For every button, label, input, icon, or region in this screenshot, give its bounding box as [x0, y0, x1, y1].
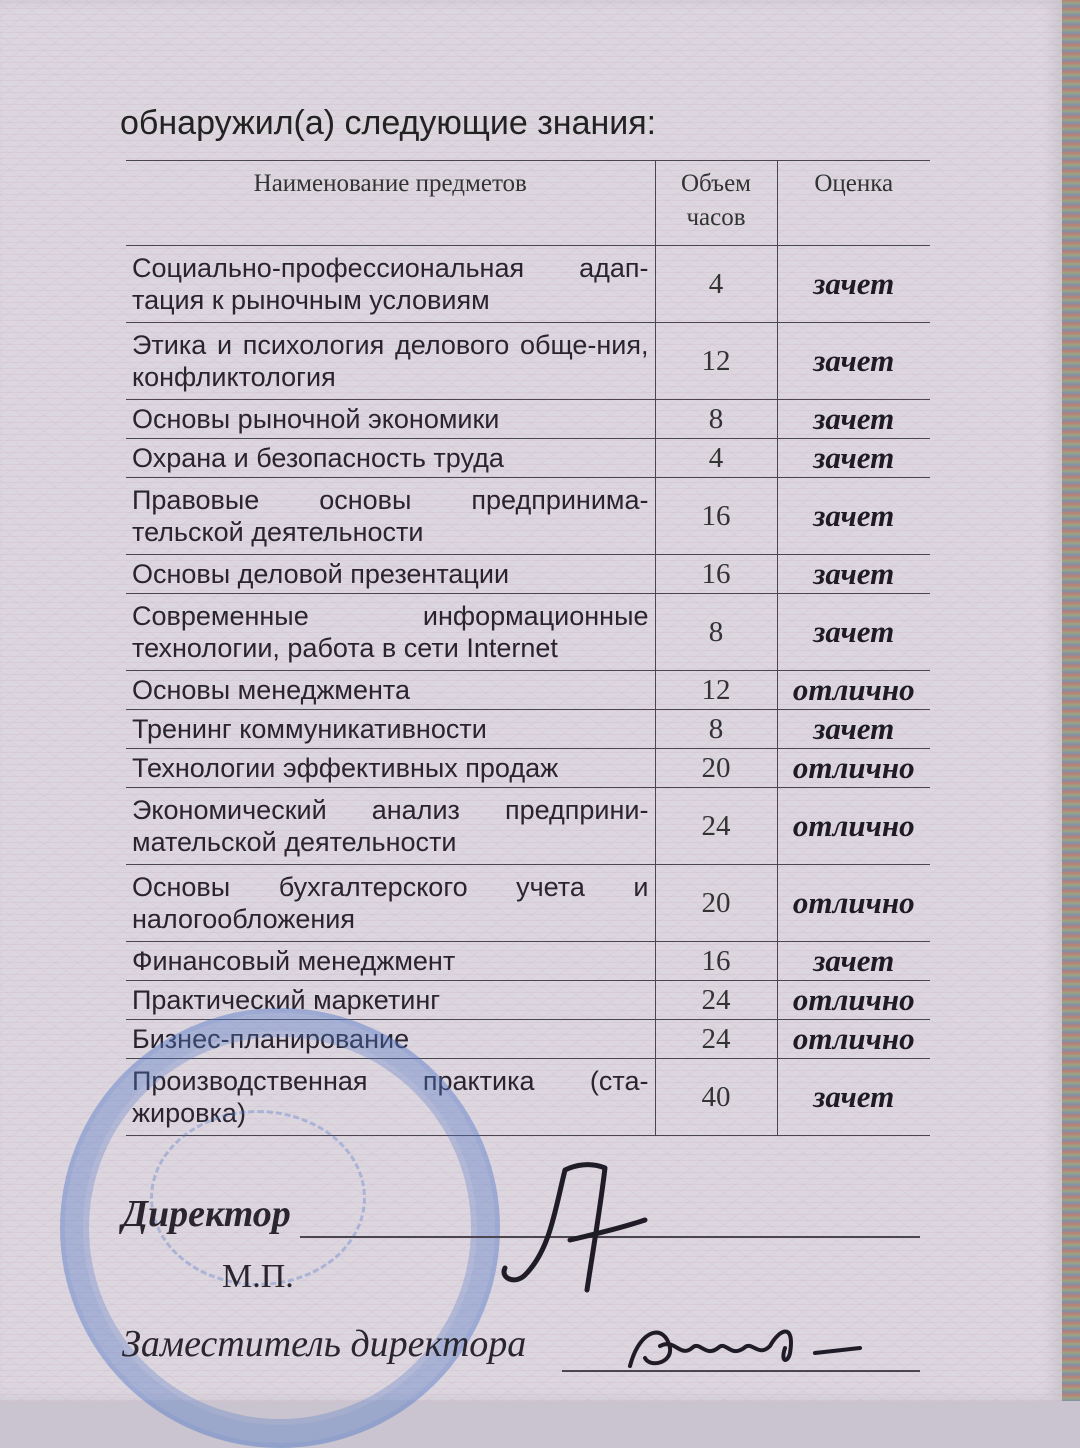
grade-cell: зачет	[777, 246, 930, 323]
hours-cell: 24	[655, 1020, 777, 1059]
subject-cell: Технологии эффективных продаж	[126, 749, 655, 788]
header-hours	[655, 161, 777, 246]
page-heading: обнаружил(а) следующие знания:	[120, 104, 657, 142]
grade-cell: зачет	[777, 555, 930, 594]
grade-cell: отлично	[777, 1020, 930, 1059]
grade-cell: зачет	[777, 478, 930, 555]
header-subject: Наименование предметов	[126, 161, 655, 246]
hours-cell: 4	[655, 439, 777, 478]
subject-cell: Финансовый менеджмент	[126, 942, 655, 981]
subject-cell: Бизнес-планирование	[126, 1020, 655, 1059]
hours-cell: 16	[655, 478, 777, 555]
hours-cell: 24	[655, 788, 777, 865]
header-grade: Оценка	[777, 161, 930, 246]
table-row	[126, 400, 930, 439]
deputy-director-label: Заместитель директора	[122, 1323, 527, 1365]
grade-cell: отлично	[777, 671, 930, 710]
subject-cell: Социально-профессиональная адап-тация к рыночным условиям	[126, 246, 655, 323]
hours-cell: 16	[655, 942, 777, 981]
grade-cell: отлично	[777, 788, 930, 865]
subject-cell: Производственная практика (ста-жировка)	[126, 1059, 655, 1136]
table-row	[126, 478, 930, 555]
table-row	[126, 323, 930, 400]
grade-cell: зачет	[777, 323, 930, 400]
subject-cell: Практический маркетинг	[126, 981, 655, 1020]
grades-table	[126, 160, 930, 1136]
subject-cell: Этика и психология делового обще-ния, конфликтология	[126, 323, 655, 400]
hours-cell: 16	[655, 555, 777, 594]
hours-cell: 4	[655, 246, 777, 323]
subject-cell: Основы деловой презентации	[126, 555, 655, 594]
grade-cell: зачет	[777, 942, 930, 981]
table-row	[126, 555, 930, 594]
subject-cell: Основы бухгалтерского учета и налогообложения	[126, 865, 655, 942]
seal-label: М.П.	[222, 1258, 294, 1295]
grade-cell: отлично	[777, 749, 930, 788]
grade-cell: зачет	[777, 710, 930, 749]
subject-cell: Основы менеджмента	[126, 671, 655, 710]
table-row	[126, 981, 930, 1020]
table-row	[126, 865, 930, 942]
table-row	[126, 749, 930, 788]
subject-cell: Современные информационные технологии, работа в сети Internet	[126, 594, 655, 671]
table-row	[126, 1020, 930, 1059]
table-row	[126, 710, 930, 749]
hours-cell: 20	[655, 865, 777, 942]
grade-cell: зачет	[777, 439, 930, 478]
page-edge	[1062, 0, 1080, 1401]
deputy-director-signature	[620, 1318, 870, 1378]
grade-cell: отлично	[777, 865, 930, 942]
table-row	[126, 439, 930, 478]
hours-cell: 40	[655, 1059, 777, 1136]
grade-cell: зачет	[777, 1059, 930, 1136]
table-row	[126, 246, 930, 323]
grade-cell: зачет	[777, 400, 930, 439]
table-header-row	[126, 161, 930, 246]
hours-cell: 12	[655, 323, 777, 400]
hours-cell: 8	[655, 400, 777, 439]
table-row	[126, 788, 930, 865]
subject-cell: Охрана и безопасность труда	[126, 439, 655, 478]
subject-cell: Основы рыночной экономики	[126, 400, 655, 439]
hours-cell: 20	[655, 749, 777, 788]
header-hours-line2: часов	[686, 204, 746, 231]
hours-cell: 8	[655, 594, 777, 671]
table-row	[126, 942, 930, 981]
hours-cell: 24	[655, 981, 777, 1020]
hours-cell: 12	[655, 671, 777, 710]
subject-cell: Правовые основы предпринима-тельской деятельности	[126, 478, 655, 555]
table-row	[126, 671, 930, 710]
subject-cell: Экономический анализ предприни-мательской деятельности	[126, 788, 655, 865]
director-signature	[495, 1150, 655, 1300]
table-row	[126, 594, 930, 671]
subject-cell: Тренинг коммуникативности	[126, 710, 655, 749]
grade-cell: зачет	[777, 594, 930, 671]
grade-cell: отлично	[777, 981, 930, 1020]
header-hours-line1: Объем	[681, 170, 751, 197]
hours-cell: 8	[655, 710, 777, 749]
director-label: Директор	[122, 1193, 291, 1235]
